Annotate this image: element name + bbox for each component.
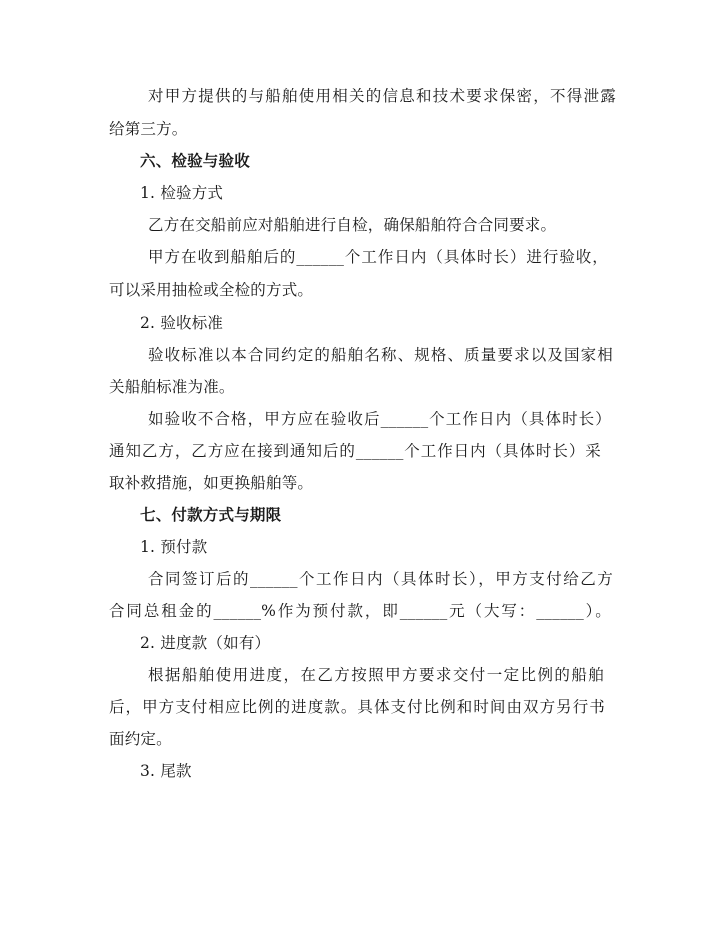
paragraph-line: 给第三方。 — [109, 120, 188, 138]
subheading-inspection-method: 1. 检验方式 — [140, 184, 224, 202]
paragraph-line: 甲方在收到船舶后的______个工作日内（具体时长）进行验收， — [148, 248, 608, 266]
paragraph-line: 通知乙方，乙方应在接到通知后的______个工作日内（具体时长）采 — [109, 442, 601, 460]
paragraph-line: 面约定。 — [109, 730, 172, 748]
subheading-progress-payment: 2. 进度款（如有） — [140, 634, 271, 652]
paragraph-line: 根据船舶使用进度，在乙方按照甲方要求交付一定比例的船舶 — [148, 666, 604, 684]
paragraph-line: 合同总租金的______%作为预付款，即______元（大写：______）。 — [109, 602, 611, 620]
section-heading-inspection: 六、检验与验收 — [140, 152, 250, 170]
section-heading-payment: 七、付款方式与期限 — [140, 506, 282, 524]
paragraph-line: 合同签订后的______个工作日内（具体时长），甲方支付给乙方 — [148, 570, 613, 588]
paragraph-line: 后，甲方支付相应比例的进度款。具体支付比例和时间由双方另行书 — [109, 698, 605, 716]
paragraph-line: 如验收不合格，甲方应在验收后______个工作日内（具体时长） — [148, 410, 611, 428]
subheading-advance-payment: 1. 预付款 — [140, 538, 208, 556]
paragraph-line: 对甲方提供的与船舶使用相关的信息和技术要求保密，不得泄露 — [148, 87, 616, 105]
paragraph-line: 可以采用抽检或全检的方式。 — [109, 281, 314, 299]
paragraph-line: 乙方在交船前应对船舶进行自检，确保船舶符合合同要求。 — [148, 216, 557, 234]
paragraph-line: 验收标准以本合同约定的船舶名称、规格、质量要求以及国家相 — [148, 346, 613, 364]
paragraph-line: 取补救措施，如更换船舶等。 — [109, 474, 314, 492]
subheading-final-payment: 3. 尾款 — [140, 762, 192, 780]
subheading-acceptance-standard: 2. 验收标准 — [140, 314, 224, 332]
paragraph-line: 关船舶标准为准。 — [109, 378, 235, 396]
